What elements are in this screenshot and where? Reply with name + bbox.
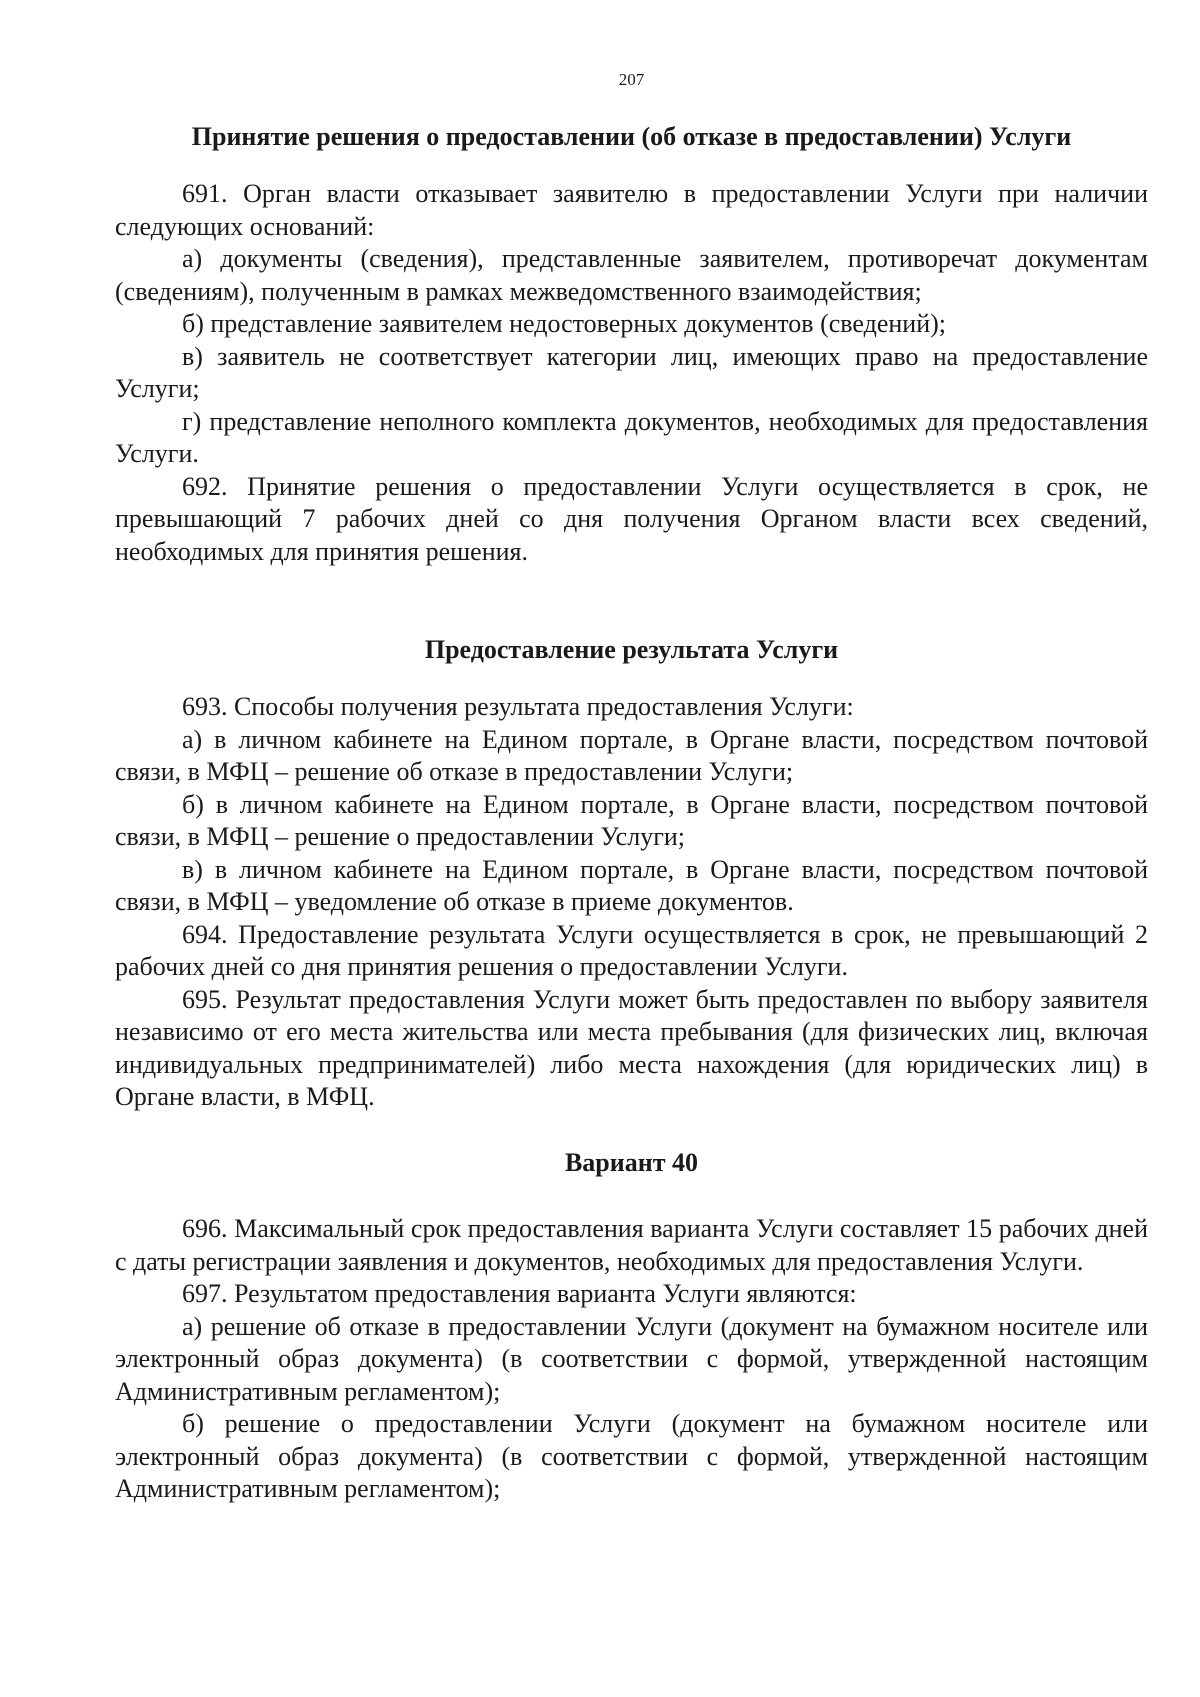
paragraph-693-b: б) в личном кабинете на Едином портале, в Органе власти, посредством почтовой связи, в МФЦ – решение о предоставлении Услуги; [115,789,1148,851]
paragraph-697: 697. Результатом предоставления варианта Услуги являются: [182,1279,857,1308]
paragraph-693-a: а) в личном кабинете на Едином портале, в Органе власти, посредством почтовой связи, в МФЦ – решение об отказе в предоставлении Услуги; [115,724,1148,786]
paragraph-695: 695. Результат предоставления Услуги может быть предоставлен по выбору заявителя независимо от его места жительства или места пребывания (для физических лиц, включая индивидуальных предпринимателей) либо места нахождения (для юридических лиц) в Органе власти, в МФЦ. [115,984,1148,1111]
paragraph-691-a: а) документы (сведения), представленные заявителем, противоречат документам (сведениям), полученным в рамках межведомственного взаимодействия; [115,244,1148,306]
section-body-variant [115,1213,1148,1506]
paragraph-691: 691. Орган власти отказывает заявителю в предоставлении Услуги при наличии следующих оснований: [115,179,1148,241]
paragraph-694: 694. Предоставление результата Услуги осуществляется в срок, не превышающий 2 рабочих дней со дня принятия решения о предоставлении Услуги. [115,919,1148,981]
paragraph-692: 692. Принятие решения о предоставлении Услуги осуществляется в срок, не превышающий 7 рабочих дней со дня получения Органом власти всех сведений, необходимых для принятия решения. [115,471,1148,566]
paragraph-696: 696. Максимальный срок предоставления варианта Услуги составляет 15 рабочих дней с даты регистрации заявления и документов, необходимых для предоставления Услуги. [115,1214,1148,1276]
paragraph-691-v: в) заявитель не соответствует категории лиц, имеющих право на предоставление Услуги; [115,341,1148,403]
paragraph-693: 693. Способы получения результата предоставления Услуги: [182,692,854,721]
section-body-decision [115,178,1148,568]
paragraph-691-b: б) представление заявителем недостоверных документов (сведений); [182,309,946,338]
paragraph-691-g: г) представление неполного комплекта документов, необходимых для предоставления Услуги. [115,406,1148,468]
section-body-result [115,691,1148,1114]
paragraph-697-b: б) решение о предоставлении Услуги (документ на бумажном носителе или электронный образ документа) (в соответствии с формой, утвержденной настоящим Административным регламентом); [115,1409,1148,1503]
paragraph-697-a: а) решение об отказе в предоставлении Услуги (документ на бумажном носителе или электронный образ документа) (в соответствии с формой, утвержденной настоящим Административным регламентом); [115,1311,1148,1406]
section-heading-decision: Принятие решения о предоставлении (об отказе в предоставлении) Услуги [191,122,1072,151]
section-heading-result: Предоставление результата Услуги [424,635,839,664]
paragraph-693-v: в) в личном кабинете на Едином портале, в Органе власти, посредством почтовой связи, в МФЦ – уведомление об отказе в приеме документов. [115,854,1148,916]
page-number: 207 [618,70,645,89]
section-heading-variant: Вариант 40 [564,1148,699,1177]
